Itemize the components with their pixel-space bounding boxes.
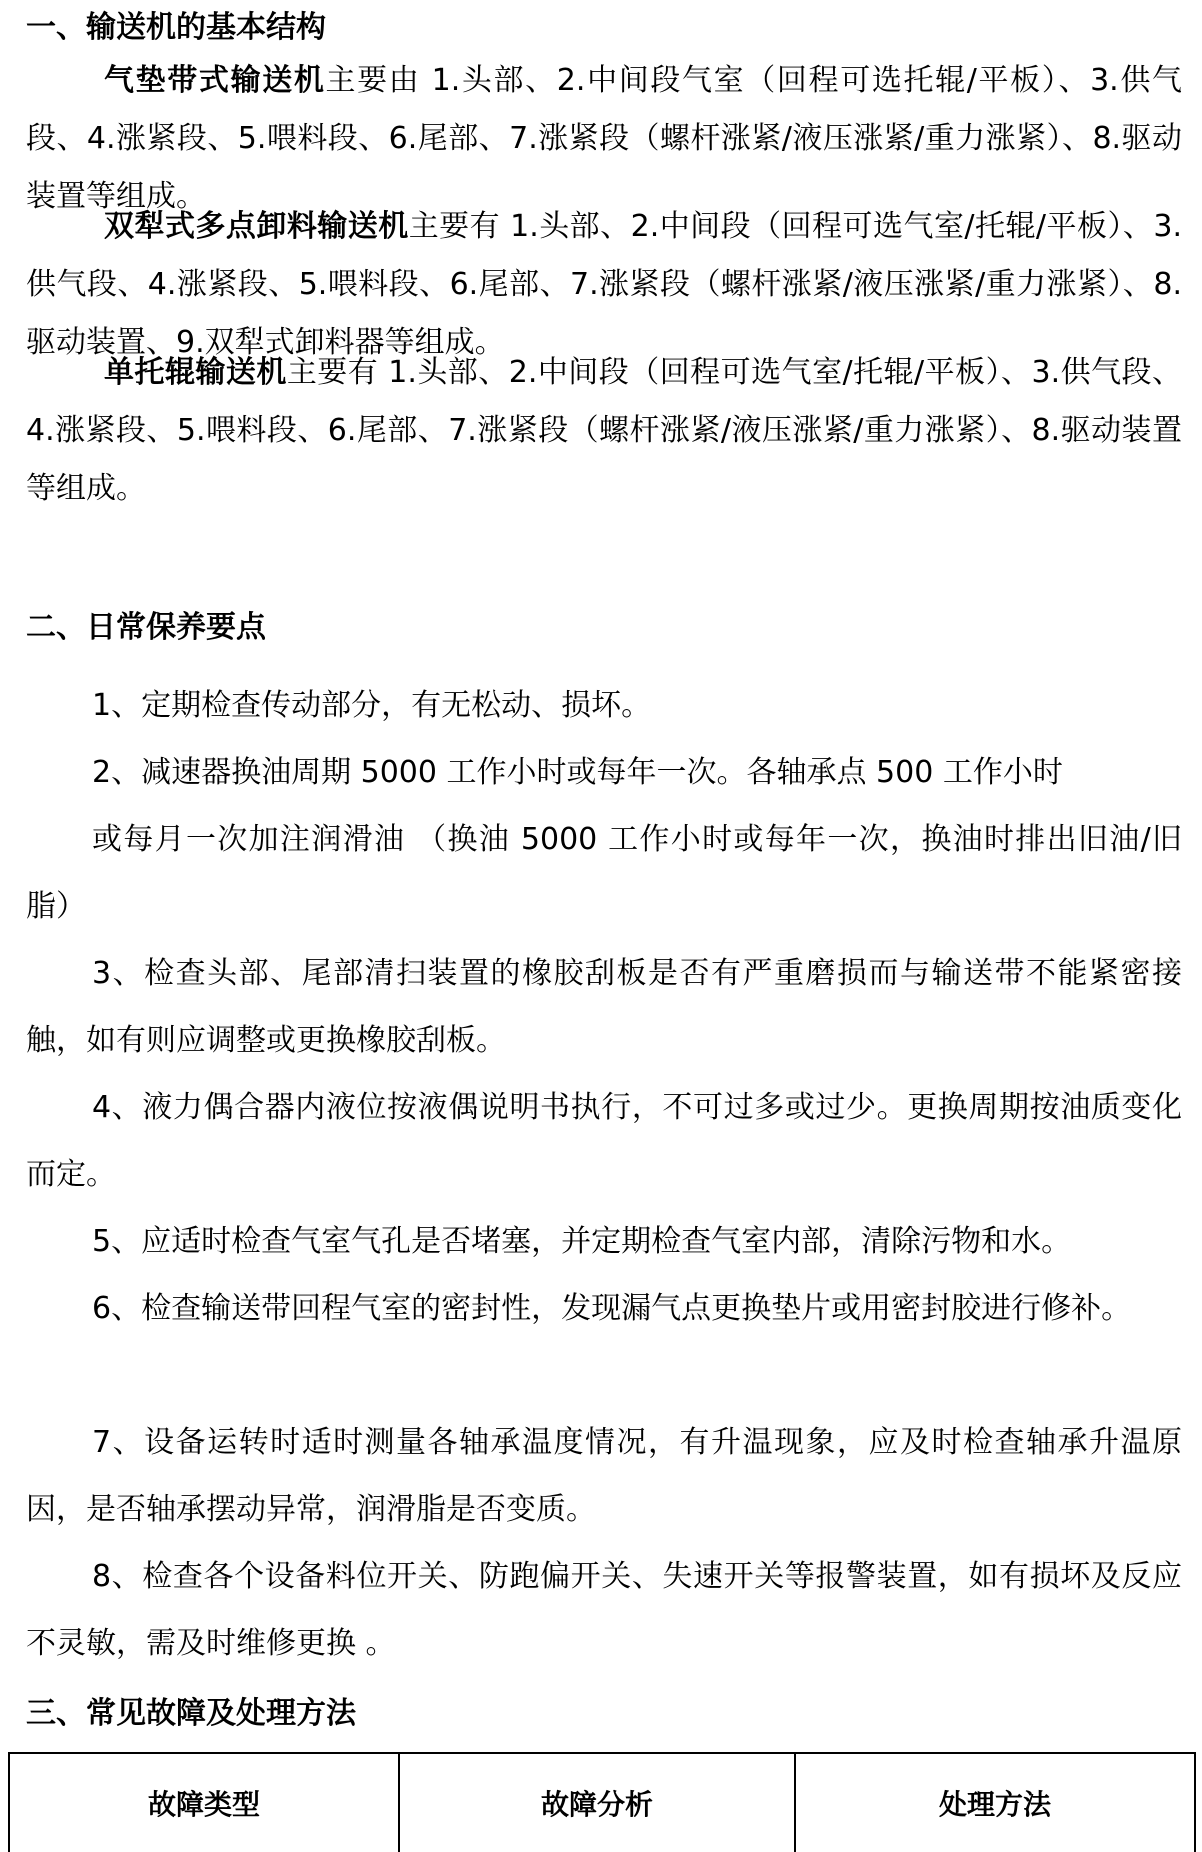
section3-heading: 三、常见故障及处理方法	[26, 1696, 356, 1731]
fault-table-header-row	[9, 1753, 1195, 1852]
maintenance-item-5: 5、应适时检查气室气孔是否堵塞，并定期检查气室内部，清除污物和水。	[92, 1224, 1072, 1259]
paragraph-text: 主要由 1.头部、2.中间段气室（回程可选托辊/平板）、3.供气段、4.涨紧段、5.喂料段、6.尾部、7.涨紧段（螺杆涨紧/液压涨紧/重力涨紧）、8.驱动装置等组成。	[26, 63, 1182, 214]
paragraph-text: 主要有 1.头部、2.中间段（回程可选气室/托辊/平板）、3.供气段、4.涨紧段、5.喂料段、6.尾部、7.涨紧段（螺杆涨紧/液压涨紧/重力涨紧）、8.驱动装置等组成。	[26, 355, 1183, 506]
maintenance-item-3: 3、检查头部、尾部清扫装置的橡胶刮板是否有严重磨损而与输送带不能紧密接触，如有则应调整或更换橡胶刮板。	[26, 956, 1182, 1058]
maintenance-item-8: 8、检查各个设备料位开关、防跑偏开关、失速开关等报警装置，如有损坏及反应不灵敏，需及时维修更换 。	[26, 1559, 1182, 1661]
maintenance-item-6: 6、检查输送带回程气室的密封性，发现漏气点更换垫片或用密封胶进行修补。	[92, 1291, 1132, 1326]
term-single-idler-conveyor: 单托辊输送机	[104, 355, 287, 390]
maintenance-item-2-continued: 或每月一次加注润滑油 （换油 5000 工作小时或每年一次，换油时排出旧油/旧脂）	[26, 822, 1182, 924]
header-fault-analysis: 故障分析	[399, 1753, 795, 1852]
term-double-plow-conveyor: 双犁式多点卸料输送机	[104, 209, 409, 244]
maintenance-item-2: 2、减速器换油周期 5000 工作小时或每年一次。各轴承点 500 工作小时	[92, 755, 1063, 790]
maintenance-item-7: 7、设备运转时适时测量各轴承温度情况，有升温现象，应及时检查轴承升温原因，是否轴承摆动异常，润滑脂是否变质。	[26, 1425, 1182, 1527]
paragraph-text: 主要有 1.头部、2.中间段（回程可选气室/托辊/平板）、3.供气段、4.涨紧段、5.喂料段、6.尾部、7.涨紧段（螺杆涨紧/液压涨紧/重力涨紧）、8.驱动装置、9.双犁式卸料器等组成。	[26, 209, 1183, 360]
maintenance-item-4: 4、液力偶合器内液位按液偶说明书执行，不可过多或过少。更换周期按油质变化而定。	[26, 1090, 1182, 1192]
header-fault-type: 故障类型	[9, 1753, 399, 1852]
maintenance-item-1: 1、定期检查传动部分，有无松动、损坏。	[92, 688, 652, 723]
section2-heading: 二、日常保养要点	[26, 610, 266, 645]
paragraph-single-idler-conveyor	[26, 344, 1182, 518]
fault-table	[8, 1752, 1196, 1852]
term-air-cushion-conveyor: 气垫带式输送机	[104, 63, 326, 98]
header-solution: 处理方法	[795, 1753, 1195, 1852]
section1-heading: 一、输送机的基本结构	[26, 10, 326, 45]
